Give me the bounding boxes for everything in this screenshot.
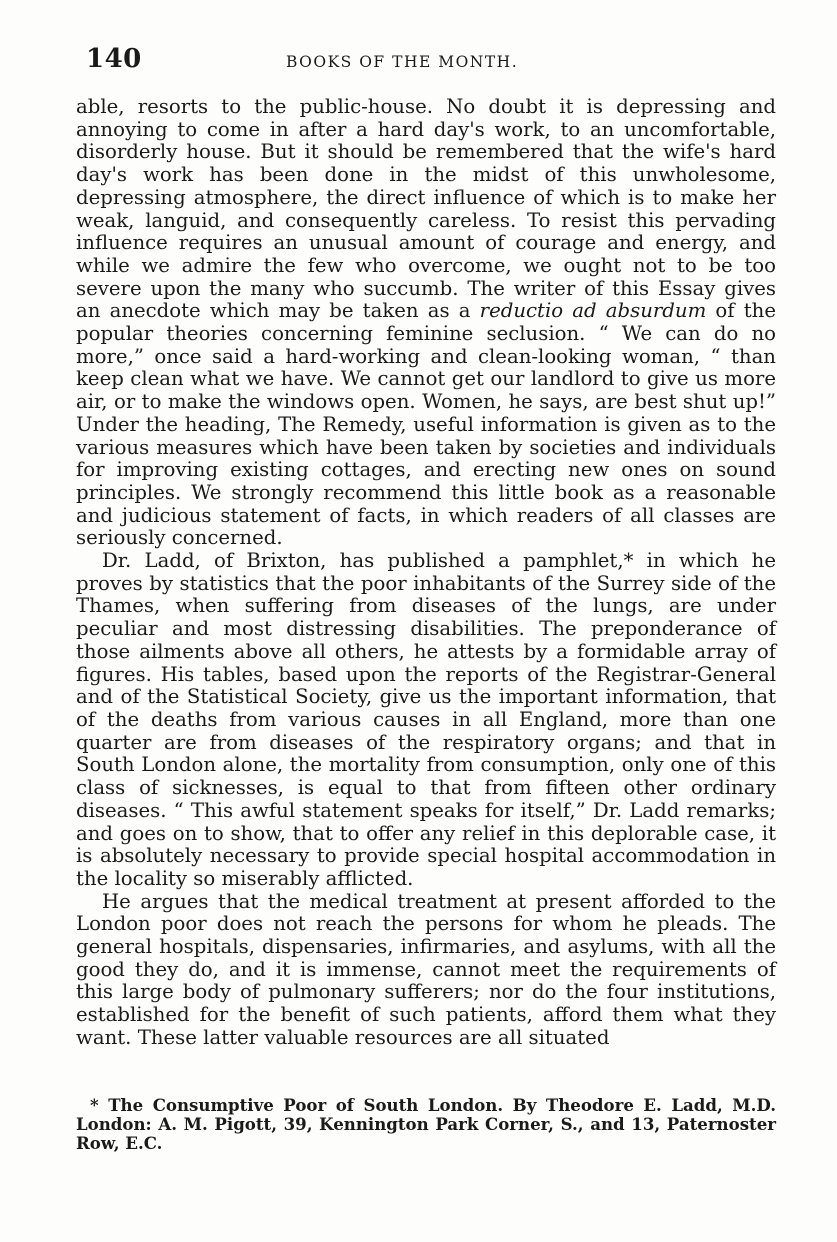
page-header	[86, 44, 776, 80]
running-head: BOOKS OF THE MONTH.	[286, 53, 519, 71]
paragraph-3: He argues that the medical treatment at present afforded to the London poor does not reach the persons for whom he pleads. The general hospitals, dispensaries, infirmaries, and asylums, with all the good they do, and it is immense, cannot meet the requirements of this large body of pulmonary sufferers; nor do the four institutions, established for the benefit of such patients, afford them what they want. These latter valuable resources are all situated	[76, 889, 776, 1049]
body-text	[76, 96, 776, 1050]
page-number: 140	[86, 44, 142, 74]
paragraph-1	[76, 96, 776, 550]
paragraph-1-part-a: able, resorts to the public-house. No doubt it is depressing and annoying to come in after a hard day's work, to an uncomfortable, disorderly house. But it should be remembered that the wife's hard day's work has been done in the midst of this unwholesome, depressing atmosphere, the direct influence of which is to make her weak, languid, and consequently careless. To resist this pervading influence requires an unusual amount of courage and energy, and while we admire the few who overcome, we ought not to be too severe upon the many who succumb. The writer of this Essay gives an anecdote which may be taken as a	[76, 95, 776, 323]
footnote	[76, 1096, 776, 1154]
paragraph-1-italic-phrase: reductio ad absurdum	[479, 299, 707, 323]
paragraph-2: Dr. Ladd, of Brixton, has published a pamphlet,* in which he proves by statistics that the poor inhabitants of the Surrey side of the Thames, when suffering from diseases of the lungs, are under peculiar and most distressing disabilities. The preponderance of those ailments above all others, he attests by a formidable array of figures. His tables, based upon the reports of the Registrar-General and of the Statistical Society, give us the important information, that of the deaths from various causes in all England, more than one quarter are from diseases of the respiratory organs; and that in South London alone, the mortality from consumption, only one of this class of sicknesses, is equal to that from fifteen other ordinary diseases. “ This awful statement speaks for itself,” Dr. Ladd remarks; and goes on to show, that to offer any relief in this deplorable case, it is absolutely necessary to provide special hospital accommodation in the locality so miserably afflicted.	[76, 549, 776, 890]
footnote-text: * The Consumptive Poor of South London. By Theodore E. Ladd, M.D. London: A. M. Pigott, 39, Kennington Park Corner, S., and 13, Paternoster Row, E.C.	[76, 1095, 776, 1154]
paragraph-1-part-b: of the popular theories concerning feminine seclusion. “ We can do no more,” once said a hard-working and clean-looking woman, “ than keep clean what we have. We cannot get our landlord to give us more air, or to make the windows open. Women, he says, are best shut up!” Under the heading, The Remedy, useful information is given as to the various measures which have been taken by societies and individuals for improving existing cottages, and erecting new ones on sound principles. We strongly recommend this little book as a reasonable and judicious statement of facts, in which readers of all classes are seriously concerned.	[76, 299, 776, 550]
